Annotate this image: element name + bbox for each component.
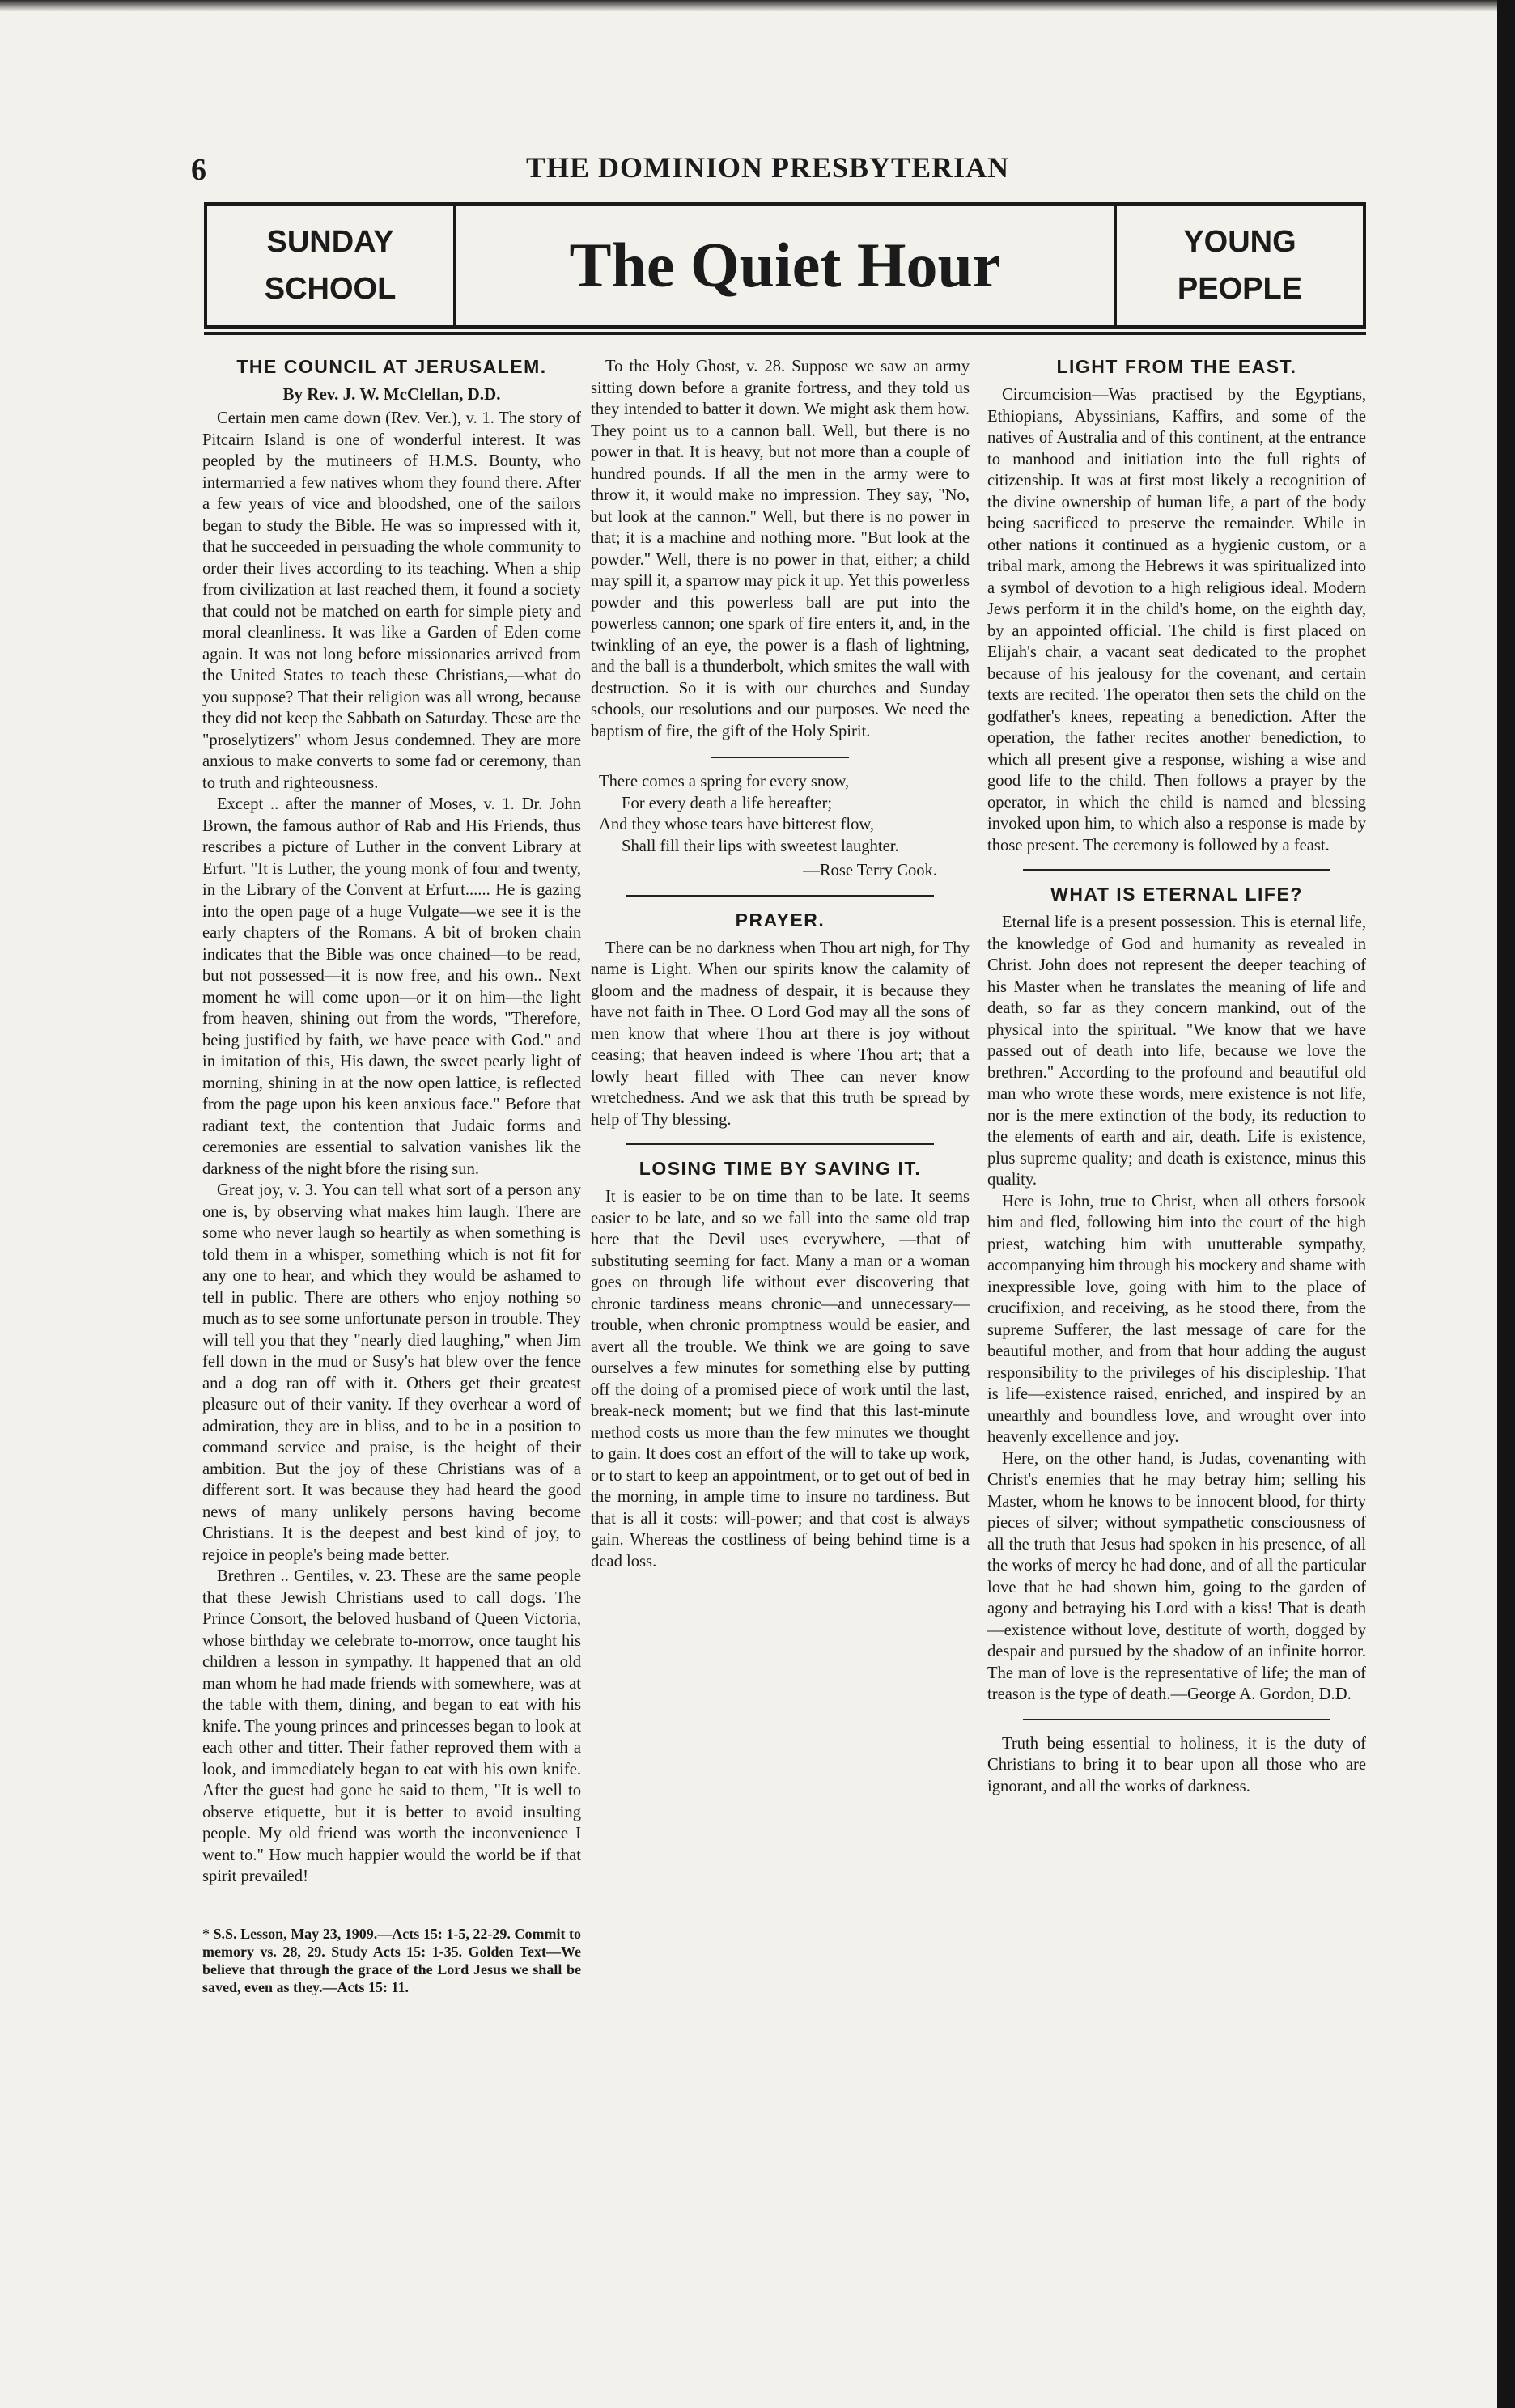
prayer-text: There can be no darkness when Thou art nigh, for Thy name is Light. When our spirits know the calamity of gloom and the madness of despair, it is because they have not faith in Thee. O Lord God may all the sons of men know that where Thou art there is joy without ceasing; that heaven indeed is where Thou art; that a lowly heart filled with Thee can never know wretchedness. And we ask that this truth be spread by help of Thy blessing.	[591, 939, 970, 1129]
masthead	[204, 202, 1366, 329]
council-paragraph: Brethren .. Gentiles, v. 23. These are the same people that these Jewish Christians used to call dogs. The Prince Consort, the beloved husband of Queen Victoria, whose birthday we celebrate to-morrow, once taught his children a lesson in sympathy. It happened that an old man whom he had made friends with somewhere, was at the table with them, dining, and began to eat with his knife. The young princes and princesses began to look at each other and titter. Their father reproved them with a look, and immediately began to eat with his own knife. After the guest had gone he said to them, "It is well to observe etiquette, but it is better to avoid insulting people. My old friend was worth the inconvenience I went to." How much happier would the world be if that spirit prevailed!	[202, 1567, 581, 1885]
council-heading: THE COUNCIL AT JERUSALEM.	[236, 356, 547, 377]
masthead-left-box	[207, 206, 456, 325]
masthead-right-line1: YOUNG	[1183, 225, 1296, 259]
poem-line: And they whose tears have bitterest flow,	[599, 816, 875, 833]
poem-line: There comes a spring for every snow,	[599, 773, 850, 791]
eternal-paragraph: Here, on the other hand, is Judas, covenanting with Christ's enemies that he may betray him; selling his Master, whom he knows to be innocent blood, for thirty pieces of silver; without sympathetic consciousness of all the truth that Jesus had spoken in his presence, of all the works of mercy he had done, and of all the particular love that he had shown him, going to the garden of agony and betraying his Lord with a kiss! That is death—existence without love, destitute of worth, dogged by despair and pursued by the shadow of an infinite horror. The man of love is the representative of life; the man of treason is the type of death.—George A. Gordon, D.D.	[987, 1449, 1366, 1703]
scan-edge-top	[0, 0, 1515, 11]
eternal-heading: WHAT IS ETERNAL LIFE?	[1050, 884, 1303, 905]
prayer-heading: PRAYER.	[735, 909, 825, 931]
section-divider	[711, 757, 849, 758]
council-paragraph: Great joy, v. 3. You can tell what sort of a person any one is, by observing what makes him laugh. There are some who never laugh so heartily as when something is told them in a whisper, something which is not fit for any one to hear, and which they would be ashamed to tell in public. There are others who enjoy nothing so much as to see some unfortunate person in trouble. They will tell you that they "nearly died laughing," when Jim fell down in the mud or Susy's hat blew over the fence and a dog ran off with it. Others get their greatest pleasure out of their vanity. If they overhear a word of admiration, they are in bliss, and to be in a position to command service and praise, is the height of their ambition. But the joy of these Christians was of a different sort. It was because they had heard the good news of many unlikely persons having become Christians. It is the deepest and best kind of joy, to rejoice in people's being made better.	[202, 1181, 581, 1564]
page-number: 6	[191, 153, 206, 187]
section-divider	[1023, 869, 1330, 871]
light-heading: LIGHT FROM THE EAST.	[1056, 356, 1297, 377]
masthead-left-line2: SCHOOL	[264, 272, 397, 306]
poem-line: For every death a life hereafter;	[622, 794, 833, 812]
section-divider	[626, 1143, 934, 1145]
column-middle	[591, 356, 970, 1572]
losing-time-heading: LOSING TIME BY SAVING IT.	[639, 1158, 922, 1179]
eternal-paragraph: Here is John, true to Christ, when all others forsook him and fled, following him into the court of the high priest, watching him with unutterable sympathy, accompanying him through his mockery and shame with inexpressible love, going with him to the place of crucifixion, and receiving, as he stood there, from the supreme Sufferer, the last message of care for the beautiful mother, and from that hour adding the august responsibility to the privileges of his discipleship. That is life—existence raised, enriched, and inspired by an unearthly and boundless love, and wrought over into heavenly excellence and joy.	[987, 1192, 1366, 1446]
scan-edge-right	[1497, 0, 1515, 2408]
lesson-footnote: * S.S. Lesson, May 23, 1909.—Acts 15: 1-5, 22-29. Commit to memory vs. 28, 29. Study Acts 15: 1-35. Golden Text—We believe that through the grace of the Lord Jesus we shall be saved, even as they.—Acts 15: 11.	[202, 1926, 581, 1995]
light-text: Circumcision—Was practised by the Egyptians, Ethiopians, Abyssinians, Kaffirs, and some of the natives of Australia and of this continent, at the entrance to manhood and initiation into the full rights of citizenship. It was at first most likely a recognition of the divine ownership of human life, a part of the body being sacrificed to preserve the remainder. While in other nations it continued as a hygienic custom, or a tribal mark, among the Hebrews it was spiritualized into a symbol of devotion to a high religious ideal. Modern Jews perform it in the child's home, on the eighth day, by an appointed official. The child is first placed on Elijah's chair, a vacant seat dedicated to the prophet because of his jealousy for the covenant, and certain texts are recited. The operator then sets the child on the godfather's knees, repeating a benediction. After the operation, the father recites another benediction, to which all present give a response, wishing a wise and good life to the child. Then follows a prayer by the operator, in which the child is named and blessing invoked upon him, to which also a response is made by those present. The ceremony is followed by a feast.	[987, 386, 1366, 854]
column-right	[987, 356, 1366, 1797]
section-divider	[626, 895, 934, 897]
masthead-rule	[204, 332, 1366, 335]
council-paragraph: Except .. after the manner of Moses, v. 1. Dr. John Brown, the famous author of Rab and His Friends, thus rescribes a picture of Luther in the convent Library at Erfurt. "It is Luther, the young monk of four and twenty, in the Library of the Convent at Erfurt...... He is gazing into the open page of a huge Vulgate—we see it is the early chapters of the Romans. A bit of broken chain indicates that the Bible was once chained—to be read, but not possessed—it is now free, and his own.. Next moment he will come upon—or it on him—the light from heaven, shining out from the words, "Therefore, being justified by faith, we have peace with God." and in imitation of this, His dawn, the sweet pearly light of morning, shining in at the now open lattice, is reflected from the page upon his keen anxious face." Before that radiant text, the contention that Judaic forms and ceremonies are essential to salvation vanishes lik the darkness of the night bfore the rising sun.	[202, 795, 581, 1178]
losing-time-text: It is easier to be on time than to be late. It seems easier to be late, and so we fall into the same old trap here that the Devil uses everywhere, —that of substituting seeming for fact. Many a man or a woman goes on through life without ever discovering that chronic tardiness means chronic—and unnecessary—trouble, when chronic promptness would be easier, and avert all the trouble. We think we are going to save ourselves a few minutes for something else by putting off the doing of a promised piece of work until the last, break-neck moment; but we find that this last-minute method costs us more than the few minutes we thought to gain. It does cost an effort of the will to take up work, or to start to keep an appointment, or to get out of bed in the morning, in ample time to insure no tardiness. But that is all it costs: will-power; and that cost is always gain. Whereas the costliness of being behind time is a dead loss.	[591, 1188, 970, 1571]
council-byline: By Rev. J. W. McClellan, D.D.	[282, 384, 501, 404]
masthead-left-line1: SUNDAY	[266, 225, 394, 259]
council-paragraph: To the Holy Ghost, v. 28. Suppose we saw an army sitting down before a granite fortress, and they told us they intended to batter it down. We might ask them how. They point us to a cannon ball. Well, but there is no power in that. It is heavy, but not more than a couple of hundred pounds. If all the men in the army were to throw it, it would make no impression. They say, "No, but look at the cannon." Well, but there is no power in that; it is a machine and nothing more. "But look at the powder." Well, there is no power in that, either; a child may spill it, a sparrow may pick it up. Yet this powerless powder and this powerless ball are put into the powerless cannon; one spark of fire enters it, and, in the twinkling of an eye, the power is a flash of lightning, and the ball is a thunderbolt, which smites the wall with destruction. So it is with our churches and Sunday schools, our resolutions and our purposes. We need the baptism of fire, the gift of the Holy Spirit.	[591, 358, 970, 740]
poem-attribution: —Rose Terry Cook.	[803, 862, 937, 880]
poem-line: Shall fill their lips with sweetest laughter.	[622, 837, 899, 855]
poem	[591, 771, 970, 882]
closing-text: Truth being essential to holiness, it is the duty of Christians to bring it to bear upon all those who are ignorant, and all the works of darkness.	[987, 1734, 1366, 1795]
masthead-right-box	[1114, 206, 1363, 325]
masthead-right-line2: PEOPLE	[1177, 272, 1303, 306]
publication-title: THE DOMINION PRESBYTERIAN	[526, 151, 1010, 184]
council-paragraph: Certain men came down (Rev. Ver.), v. 1. The story of Pitcairn Island is one of wonderful interest. It was peopled by the mutineers of H.M.S. Bounty, who intermarried a few natives whom they found there. After a few years of vice and bloodshed, one of the sailors began to study the Bible. He was so impressed with it, that he succeeded in persuading the whole community to order their lives according to its teaching. When a ship from civilization at last reached them, it found a society that could not be matched on earth for simple piety and moral cleanliness. It was like a Garden of Eden come again. It was not long before missionaries arrived from the United States to teach these Christians,—what do you suppose? That their religion was all wrong, because they did not keep the Sabbath on Saturday. These are the "proselytizers" whom Jesus condemned. They are more anxious to make converts to some fad or ceremony, than to truth and righteousness.	[202, 409, 581, 792]
section-divider	[1023, 1719, 1330, 1720]
masthead-title: The Quiet Hour	[569, 230, 1001, 300]
eternal-paragraph: Eternal life is a present possession. This is eternal life, the knowledge of God and humanity as revealed in Christ. John does not represent the deeper teaching of his Master when he translates the meaning of life and death, so far as they concern mankind, out of the physical into the spiritual. "We know that we have passed out of death into life, because we love the brethren." According to the profound and beautiful old man who wrote these words, mere existence is not life, nor is the mere extinction of the body, its reduction to the elements of earth and air, death. Life is existence, plus supreme quality; and death is existence, minus this quality.	[987, 914, 1366, 1189]
column-left	[202, 356, 581, 1888]
